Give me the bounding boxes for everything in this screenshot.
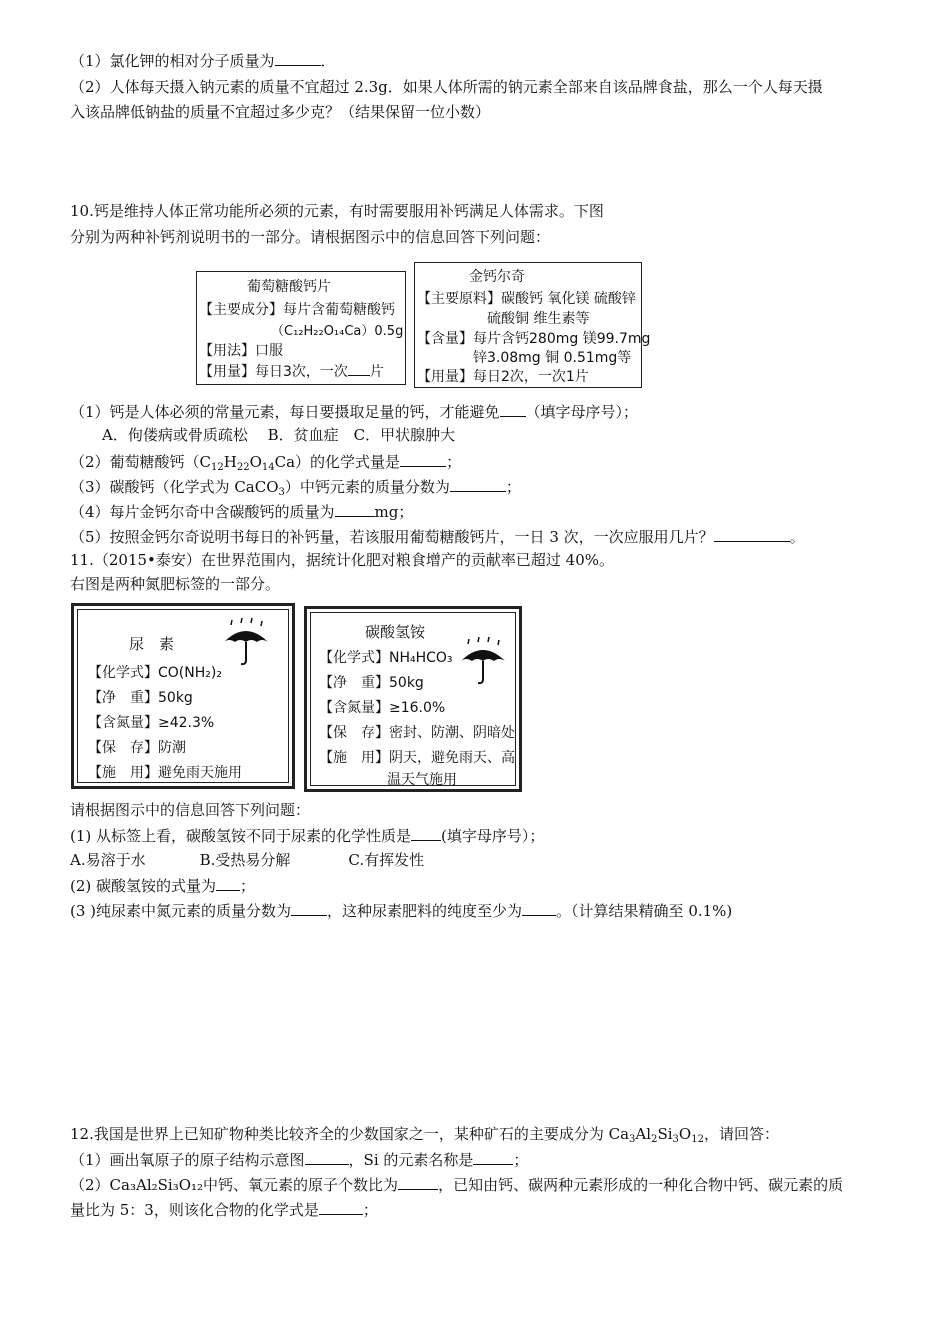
answer-blank[interactable]: [275, 49, 321, 66]
label-row: 【保 存】防潮: [88, 740, 186, 756]
label-row: 【含氮量】≥42.3%: [88, 715, 215, 731]
urea-fertilizer-label: [71, 603, 295, 789]
answer-blank[interactable]: [291, 899, 327, 916]
q11-sub2: (2) 碳酸氢铵的式量为 ；: [70, 874, 255, 897]
q12-sub2-line1: （2）Ca₃Al₂Si₃O₁₂中钙、氧元素的原子个数比为 ，已知由钙、碳两种元素形成的一种化合物中钙、碳元素的质: [70, 1173, 843, 1196]
answer-blank[interactable]: [411, 824, 441, 841]
calcium-gluconate-label: [196, 271, 406, 385]
answer-blank[interactable]: [400, 450, 446, 467]
label-row: 【化学式】NH₄HCO₃: [319, 650, 453, 666]
label-row: 锌3.08mg 铜 0.51mg等: [473, 350, 632, 366]
label-row: 硫酸铜 维生素等: [487, 311, 590, 327]
q10-sub4: （4）每片金钙尔奇中含碳酸钙的质量为 mg；: [70, 500, 413, 523]
answer-blank[interactable]: [522, 899, 556, 916]
answer-blank[interactable]: [216, 874, 240, 891]
label-row: 【净 重】50kg: [319, 675, 424, 691]
label-row: 【化学式】CO(NH₂)₂: [88, 665, 222, 681]
label-title: 碳酸氢铵: [365, 623, 426, 641]
q12-intro: 12.我国是世界上已知矿物种类比较齐全的少数国家之一，某种矿石的主要成分为 $Ca_3Al_2Si_3O_{12}$，请回答：: [70, 1125, 779, 1145]
q10-sub5: （5）按照金钙尔奇说明书每日的补钙量，若该服用葡萄糖酸钙片，一日 3 次，一次应服用几片？ 。: [70, 525, 805, 548]
q11-sub1-options: A.易溶于水 B.受热易分解 C.有挥发性: [70, 851, 425, 869]
answer-blank[interactable]: [473, 1148, 513, 1165]
q9-part2-line1: （2）人体每天摄入钠元素的质量不宜超过 2.3g．如果人体所需的钠元素全部来自该品牌食盐，那么一个人每天摄: [70, 78, 823, 96]
label-row: （C₁₂H₂₂O₁₄Ca）0.5g: [271, 324, 404, 339]
answer-blank[interactable]: [305, 1148, 349, 1165]
q10-intro-line2: 分别为两种补钙剂说明书的一部分。请根据图示中的信息回答下列问题：: [70, 228, 551, 246]
umbrella-icon: [220, 616, 272, 668]
umbrella-icon: [457, 635, 509, 687]
label-row: 【施 用】避免雨天施用: [88, 765, 242, 781]
q10-sub2: （2）葡萄糖酸钙$(C_{12}H_{22}O_{14}Ca)$的化学式量是 ；: [70, 450, 461, 473]
label-row: 【用量】每日3次，一次 片: [199, 361, 384, 381]
label-row: 【用法】口服: [199, 343, 283, 359]
q12-sub1: （1）画出氧原子的原子结构示意图 ，Si 的元素名称是 ；: [70, 1148, 528, 1171]
answer-blank[interactable]: [450, 475, 506, 492]
q9-part2-line2: 入该品牌低钠盐的质量不宜超过多少克？（结果保留一位小数）: [70, 103, 491, 121]
answer-blank[interactable]: [500, 400, 526, 417]
q9-part1: （1）氯化钾的相对分子质量为 ．: [70, 49, 336, 72]
q12-sub2-line2: 量比为 5：3，则该化合物的化学式是 ；: [70, 1198, 378, 1221]
q11-intro-line2: 右图是两种氮肥标签的一部分。: [70, 575, 281, 593]
label-row: 【保 存】密封、防潮、阴暗处: [319, 725, 515, 741]
label-row: 【主要原料】碳酸钙 氧化镁 硫酸锌: [417, 291, 636, 307]
q10-sub3: （3）碳酸钙（化学式为 CaCO$_3$）中钙元素的质量分数为 ；: [70, 475, 521, 498]
q11-ask: 请根据图示中的信息回答下列问题：: [70, 801, 311, 819]
answer-blank[interactable]: [319, 1198, 363, 1215]
calcium-supplement-label: [414, 262, 651, 388]
q10-sub1-options: A．佝偻病或骨质疏松 B．贫血症 C．甲状腺肿大: [102, 426, 456, 444]
label-title: 金钙尔奇: [469, 269, 525, 285]
answer-blank[interactable]: [714, 525, 790, 542]
q11-sub3: (3 )纯尿素中氮元素的质量分数为 ，这种尿素肥料的纯度至少为 。（计算结果精确至 0.1%): [70, 899, 732, 922]
label-row: 【用量】每日2次，一次1片: [417, 369, 589, 385]
q11-intro-line1: 11.（2015•泰安）在世界范围内，据统计化肥对粮食增产的贡献率已超过 40%。: [70, 551, 614, 569]
label-row: 【净 重】50kg: [88, 690, 193, 706]
label-row: 【施 用】阴天，避免雨天、高: [319, 750, 515, 766]
q10-intro-line1: 10.钙是维持人体正常功能所必须的元素，有时需要服用补钙满足人体需求。下图: [70, 202, 604, 220]
label-row: 温天气施用: [387, 772, 457, 788]
q11-sub1: (1) 从标签上看，碳酸氢铵不同于尿素的化学性质是 (填字母序号）；: [70, 824, 544, 847]
label-row: 【含量】每片含钙280mg 镁99.7mg: [417, 331, 651, 347]
label-row: 【主要成分】每片含葡萄糖酸钙: [199, 302, 395, 318]
answer-blank[interactable]: [348, 361, 370, 376]
ammonium-bicarbonate-label: [304, 606, 522, 792]
answer-blank[interactable]: [335, 500, 375, 517]
answer-blank[interactable]: [398, 1173, 438, 1190]
q10-sub1: （1）钙是人体必须的常量元素，每日要摄取足量的钙，才能避免 （填字母序号）；: [70, 400, 638, 423]
label-row: 【含氮量】≥16.0%: [319, 700, 446, 716]
label-title: 尿 素: [129, 635, 175, 653]
label-title: 葡萄糖酸钙片: [247, 279, 331, 295]
